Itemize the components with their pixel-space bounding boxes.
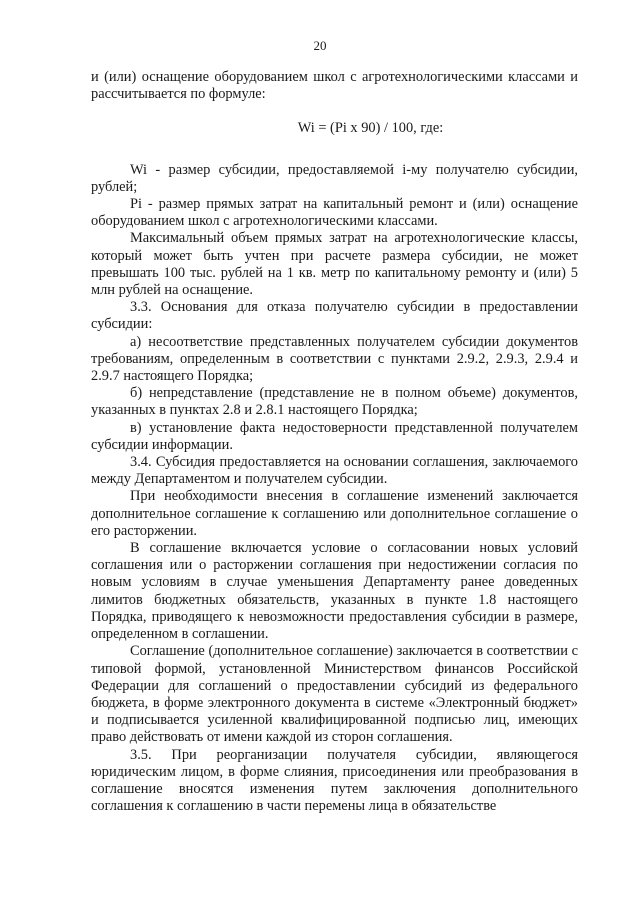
paragraph-3-4: 3.4. Субсидия предоставляется на основании соглашения, заключаемого между Департаментом и получателем субсидии. xyxy=(91,454,578,488)
paragraph-new-conditions: В соглашение включается условие о согласовании новых условий соглашения или о расторжении соглашения при недостижении согласия по новым условиям в случае уменьшения Департаменту ранее доведенных лимитов бюджетных обязательств, указанных в пункте 1.8 настоящего Порядка, приводящего к невозможности предоставления субсидии в размере, определенном в соглашении. xyxy=(91,540,578,643)
paragraph-3-3-b: б) непредставление (представление не в полном объеме) документов, указанных в пунктах 2.8 и 2.8.1 настоящего Порядка; xyxy=(91,385,578,419)
paragraph-amendments: При необходимости внесения в соглашение изменений заключается дополнительное соглашение к соглашению или дополнительное соглашение о его расторжении. xyxy=(91,488,578,539)
page-number: 20 xyxy=(313,38,327,53)
paragraph-agreement-form: Соглашение (дополнительное соглашение) заключается в соответствии с типовой формой, установленной Министерством финансов Российской Федерации для соглашений о предоставлении субсидий из федерального бюджета, в форме электронного документа в системе «Электронный бюджет» и подписывается усиленной квалифицированной подписью лиц, имеющих право действовать от имени каждой из сторон соглашения. xyxy=(91,643,578,746)
formula: Wi = (Pi x 90) / 100, где: xyxy=(297,120,444,137)
paragraph-3-3: 3.3. Основания для отказа получателю субсидии в предоставлении субсидии: xyxy=(91,299,578,333)
paragraph-formula-intro: и (или) оснащение оборудованием школ с агротехнологическими классами и рассчитывается по формуле: xyxy=(91,69,578,103)
paragraph-max-costs: Максимальный объем прямых затрат на агротехнологические классы, который может быть учтен при расчете размера субсидии, не может превышать 100 тыс. рублей на 1 кв. метр по капитальному ремонту и (или) 5 млн рублей на оснащение. xyxy=(91,230,578,299)
paragraph-pi-definition: Pi - размер прямых затрат на капитальный ремонт и (или) оснащение оборудованием школ с агротехнологическими классами. xyxy=(91,196,578,230)
paragraph-3-5: 3.5. При реорганизации получателя субсидии, являющегося юридическим лицом, в форме слияния, присоединения или преобразования в соглашение вносятся изменения путем заключения дополнительного соглашения к соглашению в части перемены лица в обязательстве xyxy=(91,746,578,815)
document-body xyxy=(91,69,578,815)
paragraph-wi-definition: Wi - размер субсидии, предоставляемой i-му получателю субсидии, рублей; xyxy=(91,161,578,195)
paragraph-3-3-c: в) установление факта недостоверности представленной получателем субсидии информации. xyxy=(91,419,578,453)
paragraph-3-3-a: а) несоответствие представленных получателем субсидии документов требованиям, определенным в соответствии с пунктами 2.9.2, 2.9.3, 2.9.4 и 2.9.7 настоящего Порядка; xyxy=(91,333,578,385)
